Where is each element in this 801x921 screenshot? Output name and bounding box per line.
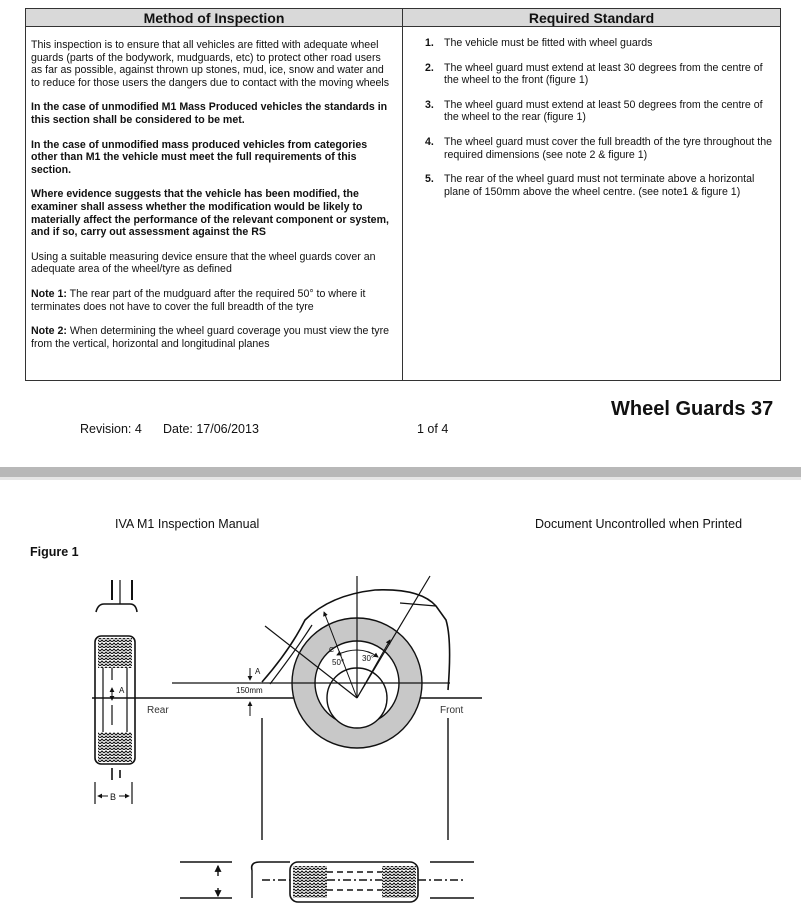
method-paragraph: Using a suitable measuring device ensure that the wheel guards cover an adequate area of the wheel/tyre as defined xyxy=(31,250,376,276)
standard-item xyxy=(403,173,772,198)
angle-30: 30° xyxy=(362,654,375,663)
standard-text: The rear of the wheel guard must not terminate above a horizontal plane of 150mm above the wheel centre. (see note1 & figure 1) xyxy=(444,173,755,198)
standard-item xyxy=(403,99,772,124)
standard-header: Required Standard xyxy=(403,9,781,27)
figure-label: Figure 1 xyxy=(30,545,79,559)
standard-text: The wheel guard must extend at least 50 degrees from the centre of the wheel to the rear (figure 1) xyxy=(444,98,763,124)
method-paragraph: In the case of unmodified M1 Mass Produced vehicles the standards in this section shall be considered to be met. xyxy=(31,101,388,126)
inspection-table xyxy=(25,8,781,381)
dimension-b: B xyxy=(110,792,117,802)
standard-cell xyxy=(403,27,781,381)
method-paragraph: This inspection is to ensure that all vehicles are fitted with adequate wheel guards (parts of the bodywork, mudguards, etc) to protect other road users as far as possible, against thrown up stones, mud, ice, snow and water and to reduce for those users the dangers due to contact with the moving wheels xyxy=(31,39,390,89)
note-2-label: Note 2: xyxy=(31,325,67,338)
manual-title: IVA M1 Inspection Manual xyxy=(115,517,260,531)
note-1-text: The rear part of the mudguard after the required 50° to where it terminates does not have to cover the full breadth of the tyre xyxy=(31,287,366,313)
standard-item xyxy=(403,136,772,161)
standard-number: 4. xyxy=(425,135,434,148)
standard-number: 2. xyxy=(425,61,434,74)
standard-text: The wheel guard must extend at least 30 degrees from the centre of the wheel to the front (figure 1) xyxy=(444,61,763,87)
front-label: Front xyxy=(440,705,464,716)
method-paragraph: In the case of unmodified mass produced vehicles from categories other than M1 the vehicle must meet the full requirements of this section. xyxy=(31,138,368,176)
angle-50: 50° xyxy=(332,658,345,667)
standard-text: The wheel guard must cover the full breadth of the tyre throughout the required dimensions (see note 2 & figure 1) xyxy=(444,135,773,161)
method-header: Method of Inspection xyxy=(26,9,403,27)
wheel-diagram xyxy=(172,576,450,840)
standard-number: 1. xyxy=(425,37,434,49)
uncontrolled-notice: Document Uncontrolled when Printed xyxy=(535,517,743,531)
standard-number: 5. xyxy=(425,173,434,186)
method-cell xyxy=(26,27,403,381)
wheel-guard-figure xyxy=(0,560,801,921)
standard-item xyxy=(403,37,772,50)
standards-list xyxy=(403,37,772,198)
side-view xyxy=(95,580,137,804)
note-2-text: When determining the wheel guard coverage you must view the tyre from the vertical, horizontal and longitudinal planes xyxy=(31,325,390,350)
dimension-150mm: 150mm xyxy=(236,686,263,695)
plan-view xyxy=(180,862,474,902)
standard-item xyxy=(403,62,772,87)
note-2 xyxy=(31,325,394,350)
note-1-label: Note 1: xyxy=(31,287,67,300)
method-paragraph: Where evidence suggests that the vehicle has been modified, the examiner shall assess whether the modification would be likely to materially affect the performance of the relevant component or system, and if so, carry out assessment against the RS xyxy=(31,188,389,239)
page-number: 1 of 4 xyxy=(417,422,449,436)
label-c: C xyxy=(329,647,335,654)
dimension-a-side: A xyxy=(119,686,125,695)
dimension-a-center: A xyxy=(255,667,261,676)
standard-text: The vehicle must be fitted with wheel guards xyxy=(444,37,653,49)
note-1 xyxy=(31,288,394,313)
page-separator xyxy=(0,463,801,485)
revision-label: Revision: 4 xyxy=(80,422,142,436)
date-label: Date: 17/06/2013 xyxy=(163,422,259,436)
standard-number: 3. xyxy=(425,98,434,111)
rear-label: Rear xyxy=(147,705,169,716)
section-title: Wheel Guards 37 xyxy=(611,398,774,420)
